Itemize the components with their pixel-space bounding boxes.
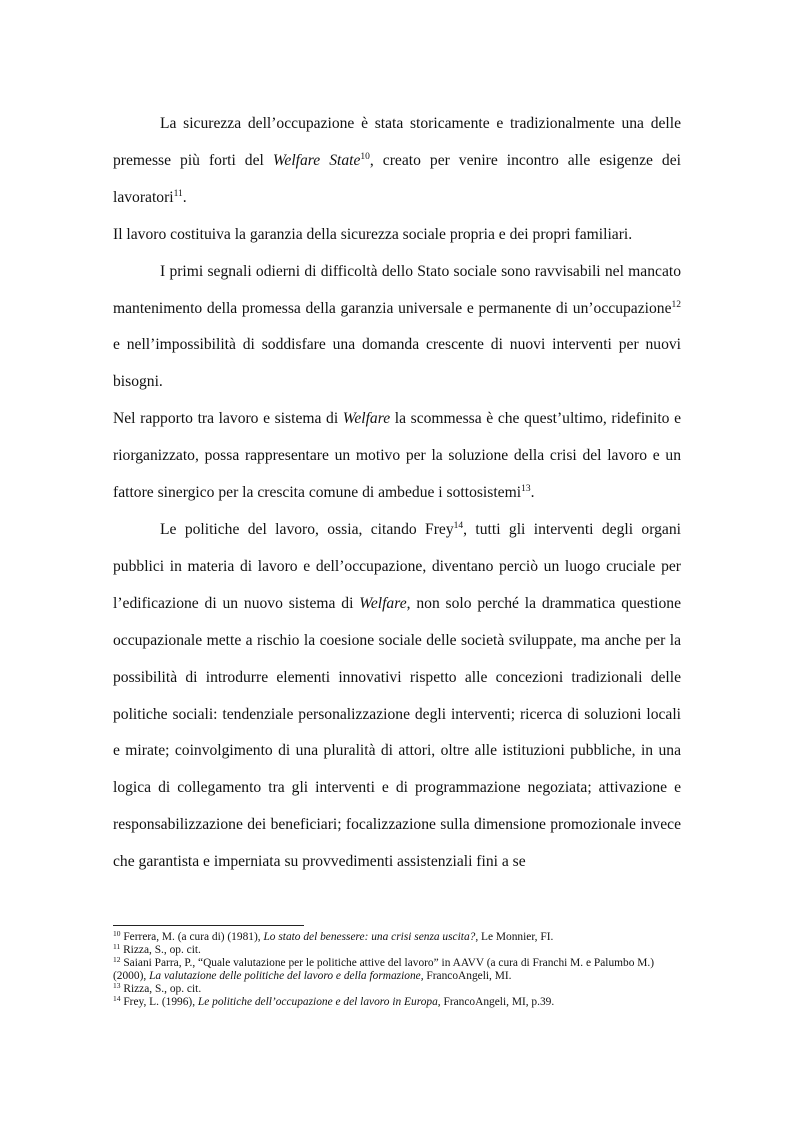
footnote-text: Rizza, S., op. cit. — [120, 983, 202, 996]
text-run: . — [530, 484, 535, 502]
paragraph-5 — [113, 512, 681, 881]
footnote-text: , Le Monnier, FI. — [475, 931, 554, 943]
footnote-number: 11 — [113, 942, 121, 952]
footnote-ref-10[interactable]: 10 — [360, 151, 370, 162]
footnote-text: FrancoAngeli, MI. — [423, 970, 512, 983]
footnote-11 — [113, 944, 685, 957]
body-text — [113, 106, 681, 881]
footnote-title: Lo stato del benessere: una crisi senza uscita? — [263, 931, 476, 943]
footnote-separator — [113, 925, 304, 926]
text-run: Nel rapporto tra lavoro e sistema di — [113, 410, 343, 428]
footnote-number: 13 — [113, 981, 121, 991]
text-run: , non solo perché la drammatica questione occupazionale mette a rischio la coesione sociale delle società sviluppate, ma anche per la possibilità di introdurre elementi innovativi rispetto alle concezioni tradizionali delle politiche sociali: tendenziale personalizzazione degli interventi; ricerca di soluzioni locali e mirate; coinvolgimento di una pluralità di attori, oltre alle istituzioni pubbliche, in una logica di collegamento tra gli interventi e di programmazione negoziata; attivazione e responsabilizzazione dei beneficiari; focalizzazione sulla dimensione promozionale invece che garantista e imperniata su provvedimenti assistenziali fini a se — [113, 594, 682, 871]
footnote-title: Le politiche dell’occupazione e del lavoro in Europa — [197, 996, 438, 1009]
footnote-14 — [113, 996, 685, 1009]
italic-term: Welfare — [359, 594, 407, 612]
footnote-ref-12[interactable]: 12 — [671, 299, 681, 310]
paragraph-1 — [113, 106, 681, 217]
footnote-number: 10 — [113, 929, 121, 938]
text-run: , tutti gli interventi degli organi pubblici in materia di lavoro e dell’occupazione, diventano perciò un luogo cruciale per l’edificazione di un nuovo sistema di — [113, 520, 681, 612]
footnote-title: La valutazione delle politiche del lavoro e della formazione, — [149, 970, 424, 983]
paragraph-2 — [113, 217, 681, 254]
text-run: Le politiche del lavoro, ossia, citando Frey — [160, 520, 454, 538]
footnote-number: 12 — [113, 955, 121, 965]
text-run: , creato per venire incontro alle esigenze dei lavoratori — [113, 151, 681, 206]
footnote-13 — [113, 983, 685, 996]
footnote-ref-14[interactable]: 14 — [453, 520, 464, 531]
footnote-text: Saiani Parra, P., “Quale valutazione per le politiche attive del lavoro” in AAVV (a cura di Franchi M. e Palumbo M.) (2000), — [113, 957, 655, 983]
text-run: la scommessa è che quest’ultimo, ridefinito e riorganizzato, possa rappresentare un motivo per la soluzione della crisi del lavoro e un fattore sinergico per la crescita comune di ambedue i sottosistemi — [113, 410, 681, 502]
footnote-text: , FrancoAngeli, MI, p.39. — [437, 996, 555, 1009]
footnote-ref-11[interactable]: 11 — [173, 188, 183, 199]
italic-term: Welfare — [342, 410, 391, 428]
italic-term: Welfare State — [272, 151, 361, 169]
text-run: La sicurezza dell’occupazione è stata storicamente e tradizionalmente una delle premesse più forti del — [113, 115, 681, 169]
footnote-text: Frey, L. (1996), — [120, 996, 198, 1009]
footnote-text: Ferrera, M. (a cura di) (1981), — [120, 931, 264, 943]
footnote-text: Rizza, S., op. cit. — [120, 944, 201, 957]
text-run: I primi segnali odierni di difficoltà dello Stato sociale sono ravvisabili nel mancato mantenimento della promessa della garanzia universale e permanente di un’occupazione — [113, 262, 681, 317]
footnote-ref-13[interactable]: 13 — [521, 484, 531, 495]
text-run: . — [182, 188, 187, 206]
footnote-10 — [113, 931, 685, 944]
footnote-12 — [113, 957, 685, 983]
paragraph-3 — [113, 254, 681, 402]
text-run: e nell’impossibilità di soddisfare una domanda crescente di nuovi interventi per nuovi bisogni. — [113, 336, 681, 391]
footnote-number: 14 — [113, 994, 121, 1004]
text-run: Il lavoro costituiva la garanzia della sicurezza sociale propria e dei propri familiari. — [113, 225, 633, 243]
footnotes — [113, 931, 685, 1010]
paragraph-4 — [113, 401, 681, 512]
